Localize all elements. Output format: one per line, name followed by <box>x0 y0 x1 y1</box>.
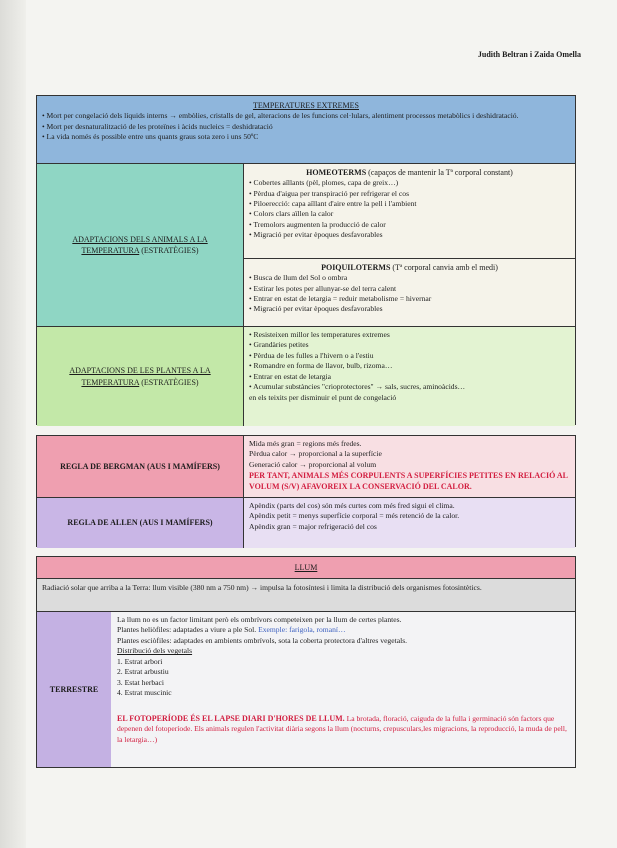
allen-rule-row <box>37 498 575 548</box>
allen-rule-content <box>244 498 575 548</box>
terrestrial-content <box>111 612 575 767</box>
allen-line-1: Apèndix (parts del cos) són més curtes com més fred sigui el clima. <box>249 501 455 510</box>
poikilotherms-cell <box>244 259 575 318</box>
animal-adaptations-content <box>244 164 575 326</box>
heliophile-text: Plantes heliòfiles: adaptades a viure a ple Sol. <box>117 625 259 635</box>
heliophile-line <box>117 625 569 635</box>
homeotherms-heading <box>249 167 570 178</box>
homeotherms-subtitle: (capaços de mantenir la Tª corporal constant) <box>366 168 513 177</box>
animal-adaptations-label <box>37 164 244 326</box>
photoperiod-paragraph <box>117 713 569 745</box>
list-item: en els teixits per disminuir el punt de congelació <box>249 392 397 402</box>
light-title-row <box>37 557 575 579</box>
extreme-bullet-1: • Mort per congelació dels líquids interns → embòlies, cristalls de gel, alteracions de les funcions cel·lulars, alentiment processos metabòlics i deshidratació. <box>42 111 519 121</box>
bergman-rule-row <box>37 436 575 498</box>
list-item: 3. Estat herbaci <box>117 677 165 687</box>
list-item: • Entrar en estat de letargia <box>249 371 332 381</box>
page-header-authors: Judith Beltran i Zaida Omella <box>477 50 581 59</box>
extreme-temperatures-section <box>37 96 575 164</box>
plant-adaptations-title: ADAPTACIONS DE LES PLANTES A LA TEMPERATURA <box>69 366 211 387</box>
allen-line-2: Apèndix petit = menys superfície corporal = més retenció de la calor. <box>249 511 460 521</box>
list-item: 2. Estrat arbustiu <box>117 667 169 677</box>
list-item: • Acumular substàncies "crioprotectores" → sals, sucres, aminoàcids… <box>249 382 466 392</box>
bergman-rule-label: REGLA DE BERGMAN (AUS I MAMÍFERS) <box>37 436 244 497</box>
list-item: • Pèrdua d'aigua per transpiració per refrigerar el cos <box>249 188 410 198</box>
list-item: 1. Estrat arbori <box>117 656 163 666</box>
list-item: • Grandàries petites <box>249 340 309 350</box>
photoperiod-heading: EL FOTOPERÍODE ÉS EL LAPSE DIARI D'HORES DE LLUM. <box>117 713 345 723</box>
extreme-bullet-3: • La vida només és possible entre uns quants graus sota zero i uns 50ºC <box>42 131 259 141</box>
extreme-bullet-2: • Mort per desnaturalització de les proteïnes i àcids nucleics = deshidratació <box>42 121 273 131</box>
extreme-temperatures-title: TEMPERATURES EXTREMES <box>252 101 359 110</box>
plant-adaptations-suffix: (ESTRATÈGIES) <box>139 377 199 387</box>
bergman-line-3: Generació calor → proporcional al volum <box>249 459 377 469</box>
list-item: • Entrar en estat de letargia = reduir metabolisme = hivernar <box>249 293 432 303</box>
poikilotherms-subtitle: (Tª corporal canvia amb el medi) <box>390 263 498 272</box>
bergman-conclusion: PER TANT, ANIMALS MÉS CORPULENTS A SUPERFÍCIES PETITES EN RELACIÓ AL VOLUM (S/V) AFAVOREIX LA CONSERVACIÓ DEL CALOR. <box>249 471 568 492</box>
bergman-line-1: Mida més gran = regions més fredes. <box>249 439 362 448</box>
photoperiod-text: La brotada, floració, caiguda de la fulla i germinació són factors que depenen del fotoperíode. Els animals regulen l'activitat diària segons la llum (nocturns, crepusculars,les migracions, la reproducció, la muda de pell, la letargia…) <box>117 713 567 744</box>
plant-adaptations-label <box>37 327 244 426</box>
poikilotherms-heading <box>249 262 570 273</box>
list-item: • Estirar les potes per allunyar-se del terra calent <box>249 283 397 293</box>
bergman-line-2: Pèrdua calor → proporcional a la superfície <box>249 449 382 459</box>
list-item: • Busca de llum del Sol o ombra <box>249 273 348 283</box>
list-item: • Migració per evitar èpoques desfavorables <box>249 304 383 314</box>
allen-rule-label: REGLA DE ALLEN (AUS I MAMÍFERS) <box>37 498 244 548</box>
bergman-rule-content <box>244 436 575 497</box>
poikilotherms-list <box>249 273 570 315</box>
homeotherms-title: HOMEOTERMS <box>306 168 367 177</box>
plant-adaptations-row <box>37 327 575 426</box>
terrestrial-label: TERRESTRE <box>37 612 112 767</box>
animal-adaptations-row <box>37 164 575 327</box>
vegetation-distribution-title: Distribució dels vegetals <box>117 646 193 656</box>
rules-table <box>36 435 576 547</box>
homeotherms-list <box>249 178 570 241</box>
list-item: • Pèrdua de les fulles a l'hivern o a l'estiu <box>249 350 374 360</box>
allen-line-3: Apèndix gran = major refrigeració del cos <box>249 521 377 531</box>
list-item: • Tremolors augmenten la producció de calor <box>249 219 386 229</box>
animal-adaptations-suffix: (ESTRATÈGIES) <box>139 246 199 255</box>
light-title: LLUM <box>294 563 318 572</box>
list-item: 4. Estrat muscinic <box>117 688 172 698</box>
plant-adaptations-list <box>249 330 570 403</box>
temperature-table <box>36 95 576 425</box>
list-item: • Romandre en forma de llavor, bulb, rizoma… <box>249 361 393 371</box>
vegetation-strata-list <box>117 657 569 699</box>
list-item: • Colors clars aïllen la calor <box>249 209 334 219</box>
list-item: • Migració per evitar èpoques desfavorables <box>249 230 383 240</box>
animal-adaptations-title: ADAPTACIONS DELS ANIMALS A LA TEMPERATURA <box>72 234 208 255</box>
light-paragraph-1: La llum no es un factor limitant però els ombrívors competeixen per la llum de certes plantes. <box>117 615 402 624</box>
homeotherms-cell <box>244 164 575 259</box>
sciophile-line: Plantes esciòfiles: adaptades en ambients ombrívols, sota la coberta protectora d'altres vegetals. <box>117 635 408 645</box>
plant-adaptations-content <box>244 327 575 426</box>
page-edge <box>0 0 26 848</box>
list-item: • Resisteixen millor les temperatures extremes <box>249 330 390 339</box>
list-item: • Piloerecció: capa aïllant d'aire entre la pell i l'ambient <box>249 198 417 208</box>
list-item: • Cobertes aïllants (pèl, plomes, capa de greix…) <box>249 178 399 188</box>
poikilotherms-title: POIQUILOTERMS <box>321 263 391 272</box>
heliophile-example: Exemple: farigola, romaní… <box>258 625 346 635</box>
light-table <box>36 556 576 768</box>
solar-radiation-intro: Radiació solar que arriba a la Terra: llum visible (380 nm a 750 nm) → impulsa la fotosíntesi i limita la distribució dels organismes fotosintètics. <box>37 579 575 612</box>
